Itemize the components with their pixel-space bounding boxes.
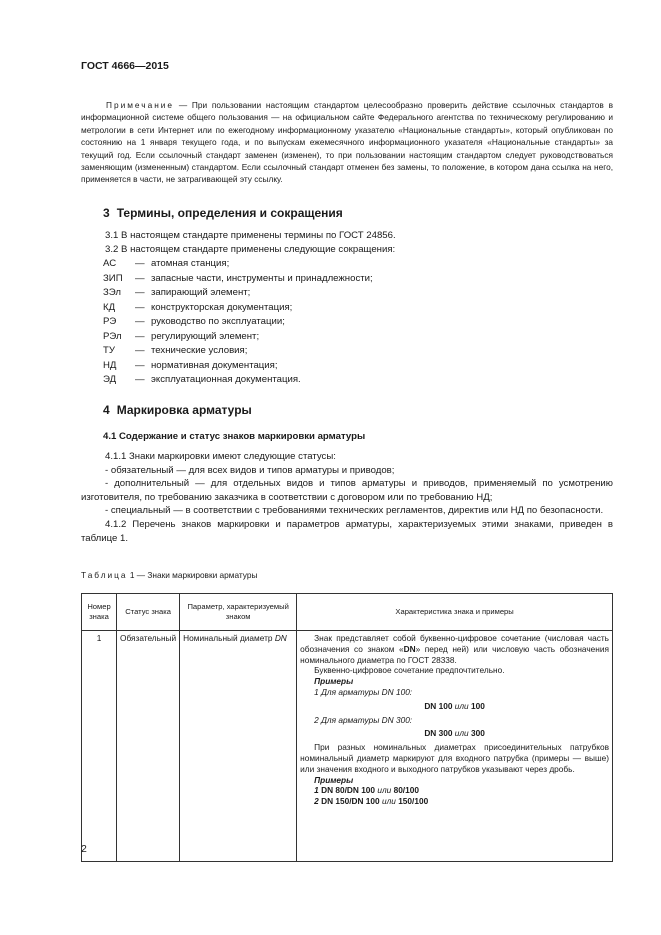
cell-description: Знак представляет собой буквенно-цифровое сочетание (числовая часть обозначения со знаком «DN» перед ней) или числовую часть обозначения номинального диаметра по ГОСТ 28338. Буквенно-цифровое сочетание предпочтительно. Примеры 1 Для арматуры DN 100: DN 100 или 100 2 Для арматуры DN 300: DN 300 или 300 При разных номинальных диаметрах присоединительных патрубков номинальный диаметр маркируют для входного патрубка (примеры — выше) или значения входного и выходного патрубков указывают через дробь. Примеры 1 DN 80/DN 100 или 80/100 2 DN 150/DN 100 или 150/100 <box>297 631 613 862</box>
status-additional: - дополнительный — для отдельных видов и типов арматуры и приводов, применяемый по усмотрению изготовителя, по требованию заказчика в соответствии с договором или по требованию НД; <box>81 478 613 503</box>
cell-number: 1 <box>82 631 117 862</box>
section-4-body <box>81 450 613 545</box>
abbr-row: АС — атомная станция; <box>103 258 230 269</box>
status-special: - специальный — в соответствии с требованиями технических регламентов, директив или НД по безопасности. <box>105 505 604 517</box>
abbr-row: ЭД — эксплуатационная документация. <box>103 374 301 385</box>
note-text: — При пользовании настоящим стандартом целесообразно проверить действие ссылочных стандартов в информационной системе общего пользования — на официальном сайте Федерального агентства по техническому регулированию и метрологии в сети Интернет или по ежегодному информационному указателю «Национальные стандарты», который опубликован по состоянию на 1 января текущего года, и по выпускам ежемесячного информационного указателя «Национальные стандарты» за текущий год. Если ссылочный стандарт заменен (изменен), то при пользовании настоящим стандартом следует руководствоваться заменяющим (измененным) стандартом. Если ссылочный стандарт отменен без замены, то положение, в котором дана ссылка на него, применяется в части, не затрагивающей эту ссылку. <box>81 100 613 185</box>
section-4-heading: 4 Маркировка арматуры <box>103 403 252 417</box>
abbr-row: НД — нормативная документация; <box>103 359 278 371</box>
table-caption: Таблица 1 — Знаки маркировки арматуры <box>81 570 258 580</box>
cell-status: Обязательный <box>117 631 180 862</box>
page-number: 2 <box>81 843 87 855</box>
status-mandatory: - обязательный — для всех видов и типов арматуры и приводов; <box>105 464 395 476</box>
abbreviations-list <box>103 258 373 389</box>
cell-parameter: Номинальный диаметр DN <box>180 631 297 862</box>
abbr-row: РЭл — регулирующий элемент; <box>103 330 260 342</box>
col-header-number: Номер знака <box>82 594 117 631</box>
col-header-status: Статус знака <box>117 594 180 631</box>
paragraph-3-2: 3.2 В настоящем стандарте применены следующие сокращения: <box>105 244 396 255</box>
abbr-row: ЗИП — запасные части, инструменты и принадлежности; <box>103 272 373 284</box>
table-header-row <box>82 594 613 631</box>
abbr-row: ЗЭл — запирающий элемент; <box>103 287 251 298</box>
document-header: ГОСТ 4666—2015 <box>81 60 169 72</box>
col-header-description: Характеристика знака и примеры <box>297 594 613 631</box>
paragraph-4-1-2: 4.1.2 Перечень знаков маркировки и параметров арматуры, характеризуемых этими знаками, приведен в таблице 1. <box>81 518 613 544</box>
paragraph-4-1-1: 4.1.1 Знаки маркировки имеют следующие статусы: <box>105 451 336 462</box>
paragraph-3-1: 3.1 В настоящем стандарте применены термины по ГОСТ 24856. <box>105 230 396 241</box>
note-label: Примечание <box>106 100 175 110</box>
abbr-row: КД — конструкторская документация; <box>103 301 293 313</box>
col-header-parameter: Параметр, характеризуемый знаком <box>180 594 297 631</box>
marking-signs-table <box>81 593 613 862</box>
reference-note <box>81 99 613 186</box>
section-3-heading: 3 Термины, определения и сокращения <box>103 206 343 220</box>
table-row <box>82 631 613 862</box>
abbr-row: РЭ — руководство по эксплуатации; <box>103 316 285 327</box>
abbr-row: ТУ — технические условия; <box>103 345 248 356</box>
subsection-4-1-heading: 4.1 Содержание и статус знаков маркировки арматуры <box>103 431 366 442</box>
